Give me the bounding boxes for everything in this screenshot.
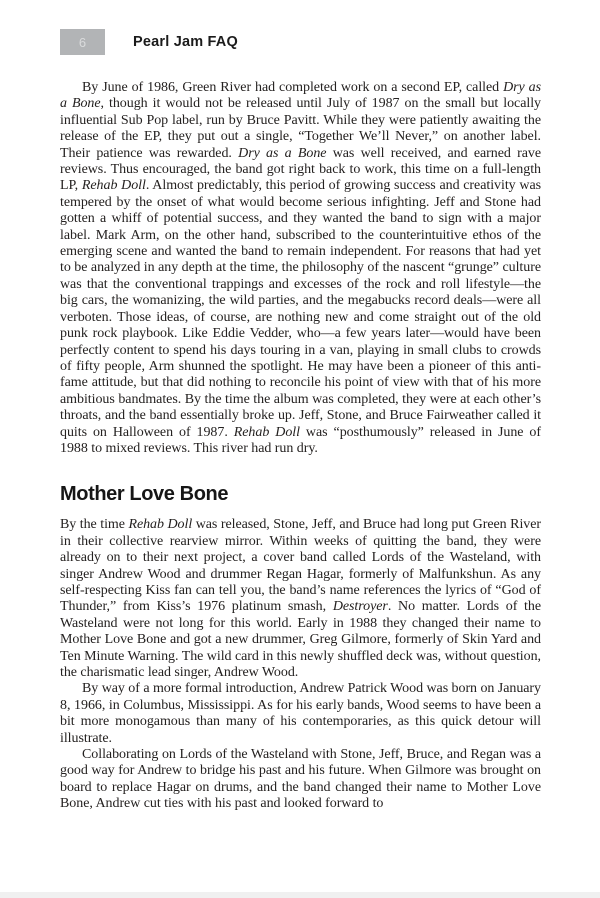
page-body — [60, 80, 541, 813]
section-heading: Mother Love Bone — [60, 483, 229, 506]
body-paragraph-1: By June of 1986, Green River had completed work on a second EP, called Dry as a Bone, though it would not be released until July of 1987 on the small but locally influential Sub Pop label, run by Bruce Pavitt. While they were patiently awaiting the release of the EP, they put out a single, “Together We’ll Never,” on another label. Their patience was rewarded. Dry as a Bone was well received, and earned rave reviews. Thus encouraged, the band got right back to work, this time on a full-length LP, Rehab Doll. Almost predictably, this period of growing success and creativity was tempered by the onset of what would become serious infighting. Jeff and Stone had gotten a whiff of potential success, and they wanted the band to sign with a major label. Mark Arm, on the other hand, subscribed to the counterintuitive ethos of the emerging scene and wanted the band to remain independent. For reasons that had yet to be analyzed in any depth at the time, the philosophy of the nascent “grunge” culture was that the conventional trappings and excesses of the rock and roll lifestyle—the big cars, the womanizing, the wild parties, and the megabucks record deals—were all verboten. Those ideas, of course, are nothing new and come straight out of the old punk rock playbook. Like Eddie Vedder, who—a few years later—would have been perfectly content to spend his days touring in a van, playing in small clubs to crowds of fifty people, Arm shunned the spotlight. He may have been a pioneer of this anti-fame attitude, but that did nothing to reconcile his point of view with that of his more ambitious bandmates. By the time the album was completed, they were at each other’s throats, and the band essentially broke up. Jeff, Stone, and Bruce Fairweather called it quits on Halloween of 1987. Rehab Doll was “posthumously” released in June of 1988 to mixed reviews. This river had run dry. — [60, 80, 542, 456]
page-header — [60, 29, 238, 55]
bottom-bar — [0, 892, 600, 898]
page-number: 6 — [78, 34, 87, 50]
body-paragraph-2: By the time Rehab Doll was released, Stone, Jeff, and Bruce had long put Green River in their collective rearview mirror. Within weeks of quitting the band, they were already on to their next project, a cover band called Lords of the Wasteland, with singer Andrew Wood and drummer Regan Hagar, formerly of Malfunkshun. As any self-respecting Kiss fan can tell you, the band’s name references the lyrics of “God of Thunder,” from Kiss’s 1976 platinum smash, Destroyer. No matter. Lords of the Wasteland were not long for this world. Early in 1988 they changed their name to Mother Love Bone and got a new drummer, Greg Gilmore, formerly of Skin Yard and Ten Minute Warning. The wild card in this newly shuffled deck was, without question, the charismatic lead singer, Andrew Wood. — [60, 517, 542, 680]
running-head-title: Pearl Jam FAQ — [133, 34, 238, 50]
body-paragraph-4: Collaborating on Lords of the Wasteland with Stone, Jeff, Bruce, and Regan was a good way for Andrew to bridge his past and his future. When Gilmore was brought on board to replace Hagar on drums, and the band changed their name to Mother Love Bone, Andrew cut ties with his past and looked forward to — [60, 747, 541, 812]
page-number-badge — [60, 29, 105, 55]
body-paragraph-3: By way of a more formal introduction, Andrew Patrick Wood was born on January 8, 1966, in Columbus, Mississippi. As for his early bands, Wood seems to have been a bit more monogamous than many of his contemporaries, as this quick detour will illustrate. — [60, 681, 541, 746]
